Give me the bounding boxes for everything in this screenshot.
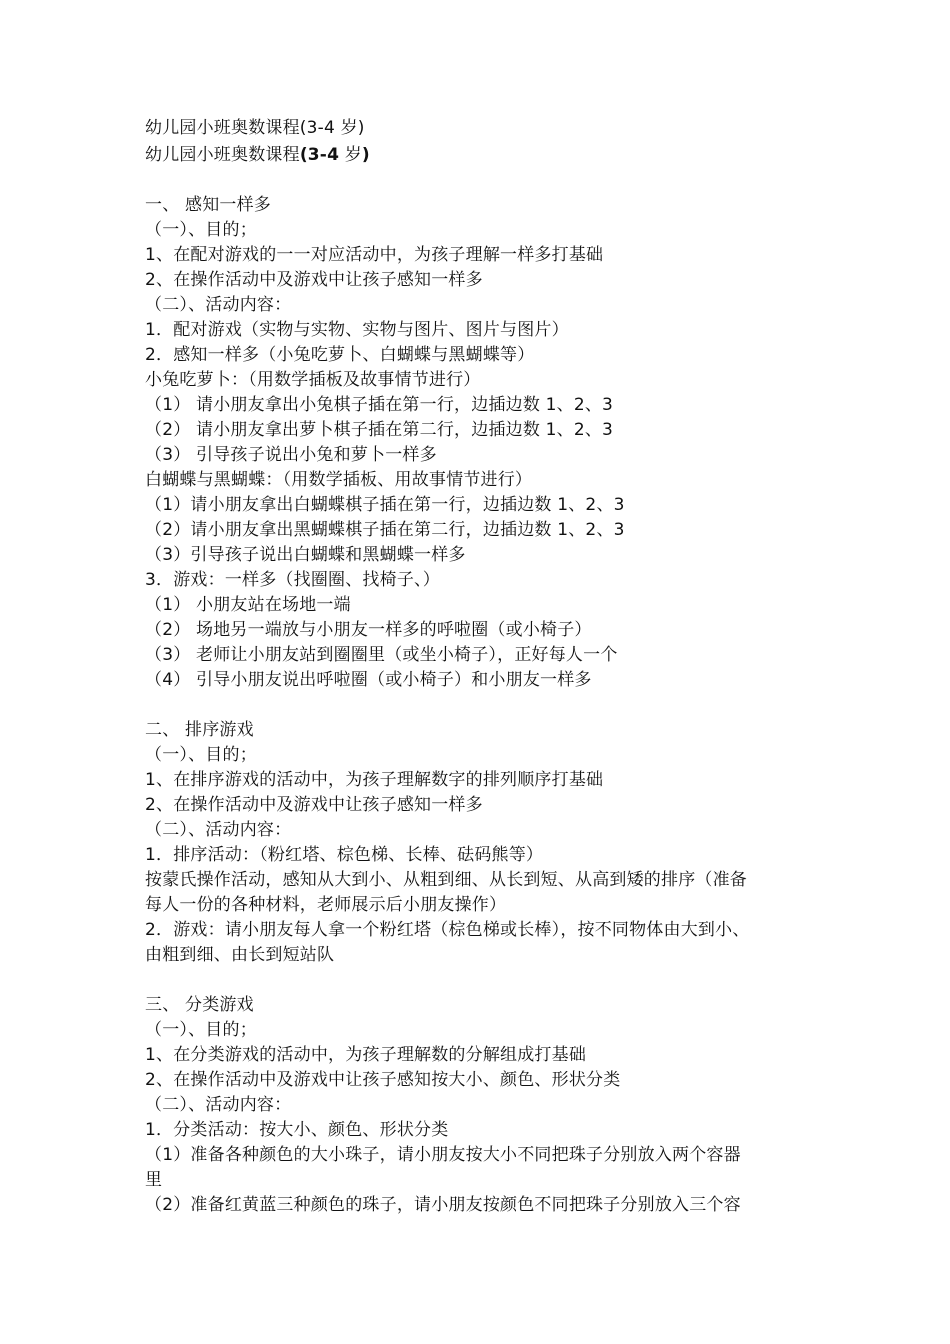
text-line: （一）、目的； [145,745,257,765]
text-line: （3）引导孩子说出白蝴蝶和黑蝴蝶一样多 [145,545,466,565]
text-line: 3．游戏：一样多（找圈圈、找椅子、） [145,570,440,590]
text-line: 按蒙氏操作活动，感知从大到小、从粗到细、从长到短、从高到矮的排序（准备 [145,870,747,890]
text-line: （2） 场地另一端放与小朋友一样多的呼啦圈（或小椅子） [145,620,592,640]
text-line: （1） 请小朋友拿出小兔棋子插在第一行，边插边数 1、2、3 [145,395,614,415]
subtitle-close: ) [361,145,370,165]
text-line: 2、在操作活动中及游戏中让孩子感知一样多 [145,270,483,290]
text-line: （1） 小朋友站在场地一端 [145,595,351,615]
text-line: 里 [145,1170,163,1190]
text-line: 1、在配对游戏的一一对应活动中，为孩子理解一样多打基础 [145,245,604,265]
text-line: （2）准备红黄蓝三种颜色的珠子，请小朋友按颜色不同把珠子分别放入三个容 [145,1195,741,1215]
text-line: 1．排序活动：（粉红塔、棕色梯、长棒、砝码熊等） [145,845,544,865]
text-line: （1）请小朋友拿出白蝴蝶棋子插在第一行，边插边数 1、2、3 [145,495,625,515]
text-line: 2、在操作活动中及游戏中让孩子感知按大小、颜色、形状分类 [145,1070,621,1090]
text-line: 2、在操作活动中及游戏中让孩子感知一样多 [145,795,483,815]
text-line: 2．感知一样多（小兔吃萝卜、白蝴蝶与黑蝴蝶等） [145,345,535,365]
text-line: 1、在分类游戏的活动中，为孩子理解数的分解组成打基础 [145,1045,587,1065]
section-heading: 三、 分类游戏 [145,995,254,1015]
subtitle-bold-age: (3-4 [299,145,340,165]
text-line: 1．分类活动：按大小、颜色、形状分类 [145,1120,449,1140]
text-line: 1．配对游戏（实物与实物、实物与图片、图片与图片） [145,320,569,340]
text-line: （2）请小朋友拿出黑蝴蝶棋子插在第二行，边插边数 1、2、3 [145,520,625,540]
text-line: （二）、活动内容： [145,295,292,315]
text-line: 白蝴蝶与黑蝴蝶：（用数学插板、用故事情节进行） [145,470,533,490]
text-line: （3） 老师让小朋友站到圈圈里（或坐小椅子），正好每人一个 [145,645,618,665]
text-line: （二）、活动内容： [145,820,292,840]
text-line: （一）、目的； [145,1020,257,1040]
text-line: （一）、目的； [145,220,257,240]
subtitle-suffix: 岁 [339,145,362,165]
section-heading: 二、 排序游戏 [145,720,254,740]
text-line: （1）准备各种颜色的大小珠子，请小朋友按大小不同把珠子分别放入两个容器 [145,1145,741,1165]
text-line: 每人一份的各种材料，老师展示后小朋友操作） [145,895,507,915]
document-title: 幼儿园小班奥数课程(3-4 岁) [145,118,365,138]
section-heading: 一、 感知一样多 [145,195,272,215]
text-line: 由粗到细、由长到短站队 [145,945,335,965]
document-subtitle [145,143,825,167]
subtitle-prefix: 幼儿园小班奥数课程 [145,145,300,165]
text-line: （4） 引导小朋友说出呼啦圈（或小椅子）和小朋友一样多 [145,670,592,690]
text-line: （二）、活动内容： [145,1095,292,1115]
text-line: （2） 请小朋友拿出萝卜棋子插在第二行，边插边数 1、2、3 [145,420,614,440]
text-line: 小兔吃萝卜：（用数学插板及故事情节进行） [145,370,481,390]
text-line: （3） 引导孩子说出小兔和萝卜一样多 [145,445,437,465]
text-line: 2．游戏：请小朋友每人拿一个粉红塔（棕色梯或长棒），按不同物体由大到小、 [145,920,750,940]
text-line: 1、在排序游戏的活动中，为孩子理解数字的排列顺序打基础 [145,770,604,790]
